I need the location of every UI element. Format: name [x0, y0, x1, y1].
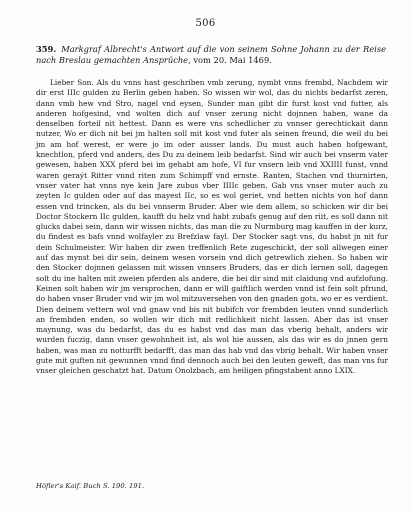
source-citation: Höfler's Kaif. Buch S. 190. 191. — [36, 482, 145, 490]
letter-text: Lieber Son. Als du vnns hast geschriben vmb zerung, nymbt vnns frembd, Nachdem wir dir erst IIIc gulden zu Berlin geben haben. So wissen wir wol, das du nichts bedarfst zeren, dann vmb hew vnd Stro, nagel vnd eysen, Sunder man gibt dir furst kost vnd futter, als anderen hofgesind, vnd wolten dich auf vnser zerung nicht dojnnen haben, wane da denselben forteil nit hettest. Dann es were vns schedlicher zu vnnser gerechtickait dann nutzer, Wo er dich nit bei jm halten soll mit kost vnd futer als seinen freund, die weil du bei jm am hof werest, er were jo im oder ausser lands. Du must auch haben hofgewant, knechtlon, pferd vnd anders, des Du zu deinem leib bedarfst. Sind wir auch bei vnserm vater gewesen, haben XXX pferd bei im gehabt am hofe, VI fur vnsern leib vnd XXIIII funst, vnnd waren geraýt Ritter vnnd riten zum Schimpff vnd ernste. Ranten, Stachen vnd thurnirten, vnser vater hat vnns nye kein Jare zubus vber IIIIc geben. Gab vns vnser muter auch zu zeyten Ic gulden oder auf das mayest IIc, so es wol geriet, vnd hetten nichts von hof dann essen vnd trincken, als du bei vnnserm Bruder. Aber wie dem allem, so schicken wir dir bei Doctor Stockern IIc gulden, kaufft du helz vnd habt zubafs genug auf den riit, es soll dann nit glucks dabei sein, dann wir wissen nichts, das man die zu Nurmburg mag kauffen in der kurz, du findest es bafs vnnd wolfayler zu Brefzlaw fayl. Der Stocker sagt vns, du habst jn nit fur dein Schulmeister. Wir haben dir zwen treffenlich Rete zugeschickt, der soll allwegen einer auf das mynst bei dir sein, deinem wesen vorsein vnd dich getrewlich ziehen. So haben wir den Stocker dojnnen gelassen mit wissen vnnsers Bruders, das er dich lernen soll, dagegen solt du ine halten mit zweien pferden als andere, die bei dir sind mit claidung vnd aufzlofung. Keinen solt haben wir jm versprochen, dann er will gaiftlich werden vnnd ist fein solt pfrund, do haben vnser Bruder vnd wir jm wol mitzuversehen von den gnaden gots, wo er es verdient. Dien deinem vettern wol vnd gnaw vnd bis nit bubifch vor frembden leuten vnnd sunderlich an frembden enden, so wollen wir dich mit redlichkeit nicht lassen. Aber das ist vnser maynung, was du bedarfst, das du es habst vnd das man das vberig behalt, anders wir wurden fuczig, dann vnser gewohnheit ist, als wol hie aussen, als das wir es do jnnen gern haben, was man zu notturfft bedarfft, das man das hab vnd das vbrig behalt. Wir haben vnser gute mit guften nit gewunnen vnnd find dennoch auch bei den leuten geweft, das man vns fur vnser gleichen geschatzt hat. Datum Onolzbach, am heiligen pfingstabent anno LXIX. — [36, 78, 388, 376]
document-body — [36, 78, 388, 377]
document-title: Markgraf Albrecht's Antwort auf die von seinem Sohne Johann zu der Reise nach Breslau gemachten Ansprüche, — [36, 44, 386, 65]
document-number: 359. — [36, 44, 57, 54]
document-heading — [36, 44, 386, 66]
page-number: 506 — [195, 18, 216, 29]
document-date: vom 20. Mai 1469. — [193, 55, 272, 65]
